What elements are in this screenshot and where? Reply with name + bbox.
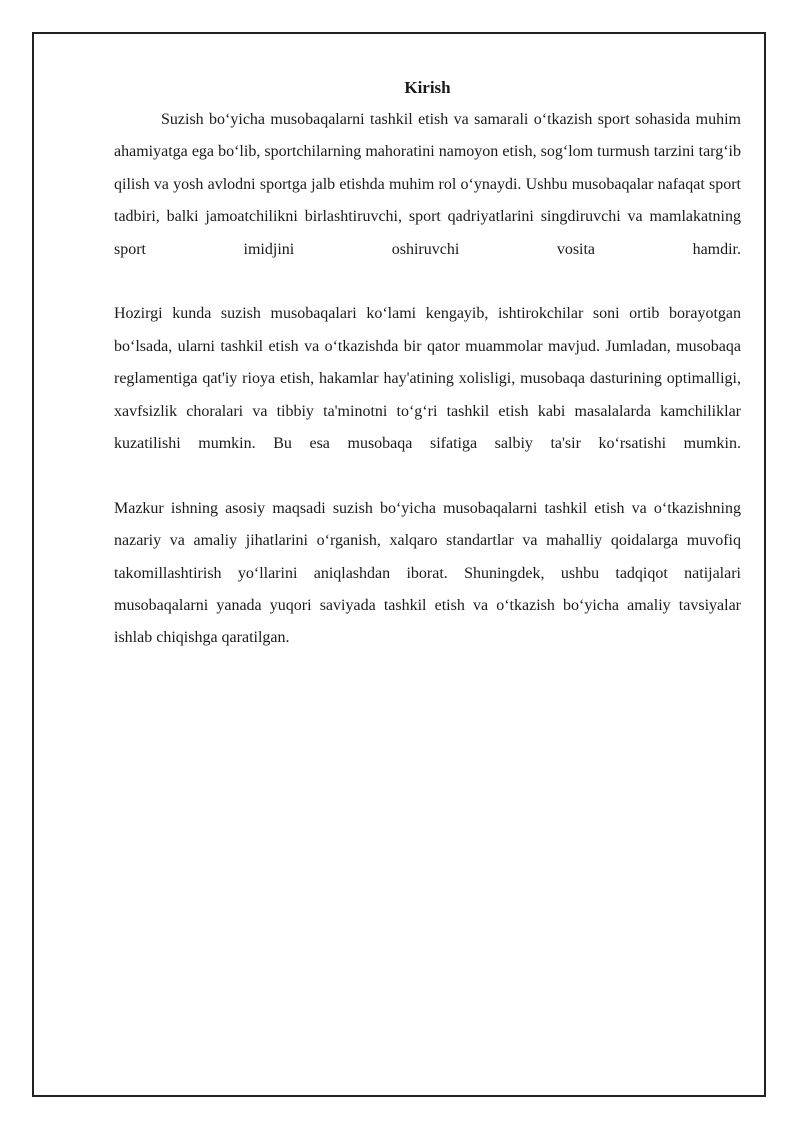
paragraph-spacer xyxy=(114,460,741,492)
document-heading: Kirish xyxy=(404,78,451,97)
paragraph-spacer xyxy=(114,266,741,298)
paragraph-goal: Mazkur ishning asosiy maqsadi suzish bo‘yicha musobaqalarni tashkil etish va o‘tkazishning nazariy va amaliy jihatlarini o‘rganish, xalqaro standartlar va mahalliy qoidalarga muvofiq takomillashtirish yo‘llarini aniqlashdan iborat. Shuningdek, ushbu tadqiqot natijalari musobaqalarni yanada yuqori saviyada tashkil etish va o‘tkazish bo‘yicha amaliy tavsiyalar ishlab chiqishga qaratilgan. xyxy=(114,499,741,647)
paragraph-problems: Hozirgi kunda suzish musobaqalari ko‘lami kengayib, ishtirokchilar soni ortib borayotgan bo‘lsada, ularni tashkil etish va o‘tkazishda bir qator muammolar mavjud. Jumladan, musobaqa reglamentiga qat'iy rioya etish, hakamlar hay'atining xolisligi, musobaqa dasturining optimalligi, xavfsizlik choralari va tibbiy ta'minotni to‘g‘ri tashkil etish kabi masalalarda kamchiliklar kuzatilishi mumkin. Bu esa musobaqa sifatiga salbiy ta'sir ko‘rsatishi mumkin. xyxy=(114,305,741,453)
document-body xyxy=(114,76,741,655)
paragraph-intro: Suzish bo‘yicha musobaqalarni tashkil etish va samarali o‘tkazish sport sohasida muhim ahamiyatga ega bo‘lib, sportchilarning mahoratini namoyon etish, sog‘lom turmush tarzini targ‘ib qilish va yosh avlodni sportga jalb etishda muhim rol o‘ynaydi. Ushbu musobaqalar nafaqat sport tadbiri, balki jamoatchilikni birlashtiruvchi, sport qadriyatlarini singdiruvchi va mamlakatning sport imidjini oshiruvchi vosita hamdir. xyxy=(114,111,741,258)
